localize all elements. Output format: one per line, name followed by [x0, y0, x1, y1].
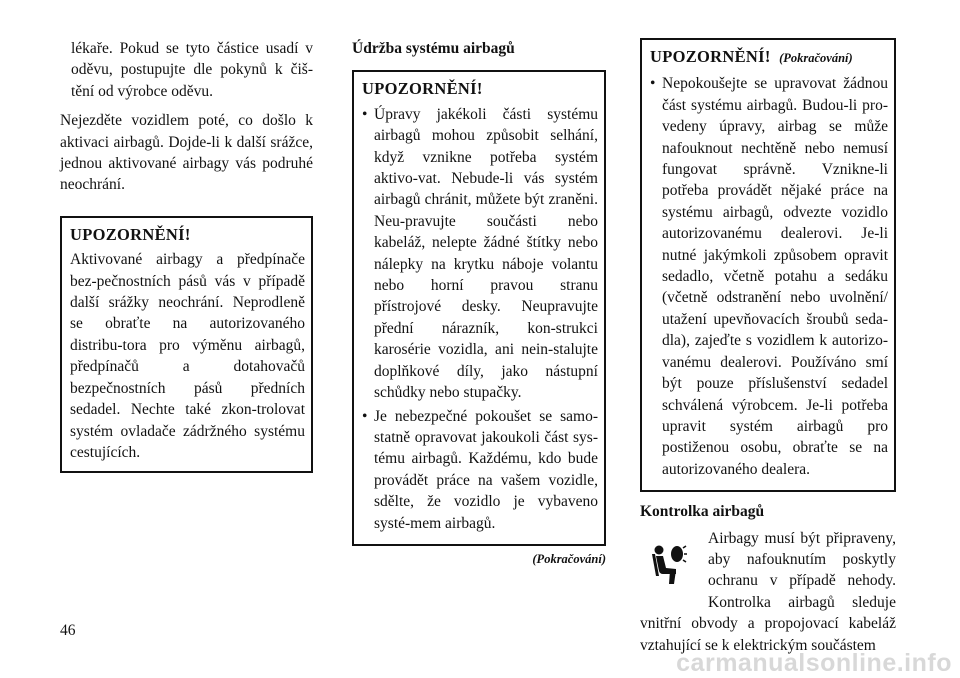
- column-left: [60, 0, 313, 473]
- warning-bullet-text: Nepokoušejte se upravovat žádnou část systému airbagů. Budou-li pro-vedeny úpravy, airbag se může nafouknout nechtěně nebo nemusí fungovat správně. Vznikne-li potřeba provádět nějaké práce na systému airbagů, odvezte vozidlo autorizovanému dealerovi. Je-li nutné jakýmkoli způsobem opravit sedadlo, včetně potahu a sedáku (včetně odstranění nebo uvolnění/ utažení upevňovacích šroubů seda-dla), zajeďte s vozidlem k autorizo-vanému dealerovi. Používáno smí být pouze příslušenství sedadel schválená výrobcem. Je-li potřeba upravit systém airbagů pro postiženou osobu, obraťte se na autorizovaného dealera.: [662, 75, 888, 478]
- warning-continued-label: (Pokračování): [779, 51, 853, 65]
- airbag-warning-icon: [640, 528, 698, 612]
- bullet-icon: •: [650, 75, 656, 93]
- warning-title: UPOZORNĚNÍ!: [362, 79, 483, 99]
- bullet-icon: •: [362, 105, 368, 123]
- column-middle: [352, 0, 606, 570]
- warning-box: [640, 38, 896, 492]
- warning-title: UPOZORNĚNÍ!: [70, 224, 191, 244]
- warning-box: [352, 70, 606, 546]
- bullet-icon: •: [362, 407, 368, 425]
- warning-text: Aktivované airbagy a předpínače bez-pečnostních pásů vás v případě další srážky neochrání. Neprodleně se obraťte na autorizovaného distribu-tora pro výměnu airbagů, předpínačů a dotahovačů bezpečnostních pásů předních sedadel. Nechte také zkon-trolovat systém ovladače zádržného systému cestujících.: [70, 251, 305, 461]
- warning-bullet-text: Úpravy jakékoli části systému airbagů mohou způsobit selhání, když vznikne potřeba systém aktivo-vat. Nebude-li vás systém airbagů chránit, můžete být zraněni. Neu-pravujte součásti nebo kabeláž, nelepte žádné štítky nebo nálepky na krytku náboje volantu nebo horní pravou stranu přístrojové desky. Neupravujte přední nárazník, kon-strukci karosérie vozidla, ani nein-stalujte doplňkové díly, jako nástupní schůdky nebo stupačky.: [374, 105, 598, 402]
- continued-text: lékaře. Pokud se tyto částice usadí v oděvu, postupujte dle pokynů k čiš-tění od výrobce oděvu.: [71, 40, 313, 100]
- indicator-text: Airbagy musí být připraveny, aby nafouknutím poskytly ochranu v případě nehody. Kontrolka airbagů sleduje vnitřní obvody a propojovací kabeláž vztahující se k elektrickým součástem: [640, 529, 896, 654]
- section-heading: Kontrolka airbagů: [640, 503, 765, 521]
- warning-bullet-list: [650, 73, 888, 480]
- page-number: 46: [60, 622, 76, 639]
- warning-title-text: UPOZORNĚNÍ!: [650, 47, 771, 66]
- section-heading: Údržba systému airbagů: [352, 40, 515, 57]
- warning-box: [60, 216, 313, 473]
- warning-bullet-list: [362, 104, 598, 534]
- indicator-section: [640, 528, 896, 656]
- warning-bullet-item: [650, 73, 888, 480]
- column-right: [640, 0, 896, 656]
- paragraph: Nejezděte vozidlem poté, co došlo k aktivaci airbagů. Dojde-li k další srážce, jednou aktivované airbagy vás podruhé neochrání.: [60, 112, 313, 194]
- warning-title: [650, 46, 888, 69]
- warning-bullet-item: [362, 104, 598, 404]
- warning-bullet-item: [362, 406, 598, 534]
- watermark: carmanualsonline.info: [676, 649, 952, 677]
- continued-label: (Pokračování): [532, 551, 606, 566]
- warning-bullet-text: Je nebezpečné pokoušet se samo-statně opravovat jakoukoli část sys-tému airbagů. Každému, kdo bude provádět práce na vašem vozidle, sdělte, že vozidlo je vybaveno systé-mem airbagů.: [374, 407, 598, 532]
